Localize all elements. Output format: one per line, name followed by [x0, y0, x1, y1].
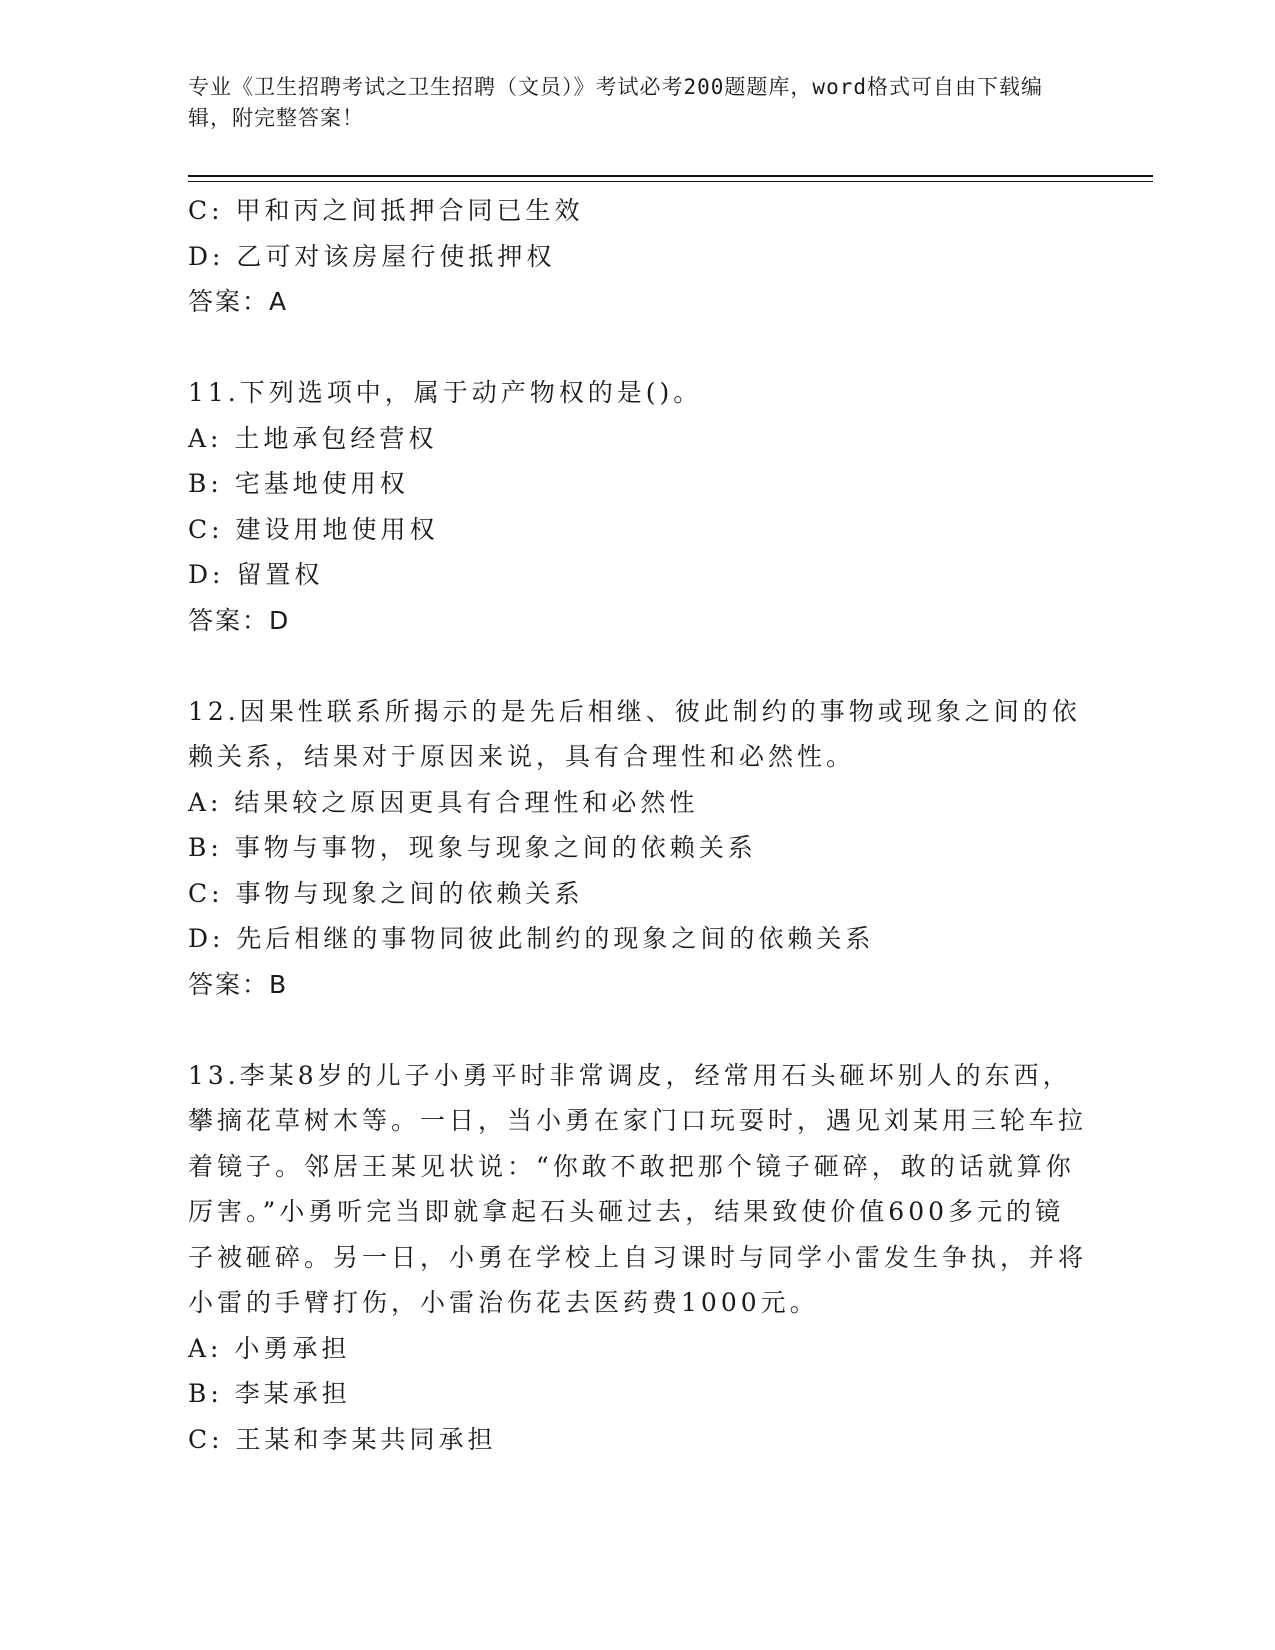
prev-option-c: C: 甲和丙之间抵押合同已生效: [188, 196, 584, 225]
q13-option-c: C: 王某和李某共同承担: [188, 1424, 497, 1454]
q12-option-c: C: 事物与现象之间的依赖关系: [188, 878, 584, 908]
q12-answer: 答案：B: [188, 969, 289, 999]
q13-option-b: B: 李某承担: [188, 1379, 351, 1408]
q11-option-a: A: 土地承包经营权: [188, 423, 438, 453]
header-divider-thick: [188, 175, 1153, 177]
q12-option-b: B: 事物与事物，现象与现象之间的依赖关系: [188, 833, 757, 862]
q13-stem: 13.李某8岁的儿子小勇平时非常调皮，经常用石头砸坏别人的东西，攀摘花草树木等。一日，当小勇在家门口玩耍时，遇见刘某用三轮车拉着镜子。邻居王某见状说：“你敢不敢把那个镜子砸碎，敢的话就算你厉害。”小勇听完当即就拿起石头砸过去，结果致使价值600多元的镜子被砸碎。另一日，小勇在学校上自习课时与同学小雷发生争执，并将小雷的手臂打伤，小雷治伤花去医药费1000元。: [188, 1060, 1088, 1317]
document-header: 专业《卫生招聘考试之卫生招聘（文员）》考试必考200题题库，word格式可自由下载编辑，附完整答案！: [188, 75, 1043, 130]
q11-option-c: C: 建设用地使用权: [188, 514, 439, 544]
q12-option-a: A: 结果较之原因更具有合理性和必然性: [188, 787, 699, 817]
q11-option-d: D: 留置权: [188, 560, 324, 589]
question-content: [188, 188, 1088, 1462]
spacer: [188, 643, 1088, 689]
q12-stem: 12.因果性联系所揭示的是先后相继、彼此制约的事物或现象之间的依赖关系，结果对于原因来说，具有合理性和必然性。: [188, 696, 1081, 771]
q11-stem: 11.下列选项中，属于动产物权的是()。: [188, 378, 703, 407]
prev-answer: 答案：A: [188, 287, 289, 316]
prev-option-d: D: 乙可对该房屋行使抵押权: [188, 241, 556, 271]
q11-answer: 答案：D: [188, 605, 291, 635]
q12-option-d: D: 先后相继的事物同彼此制约的现象之间的依赖关系: [188, 924, 875, 953]
spacer: [188, 325, 1088, 371]
q11-option-b: B: 宅基地使用权: [188, 469, 409, 498]
spacer: [188, 1007, 1088, 1053]
header-divider-thin: [188, 181, 1153, 182]
q13-option-a: A: 小勇承担: [188, 1333, 351, 1363]
